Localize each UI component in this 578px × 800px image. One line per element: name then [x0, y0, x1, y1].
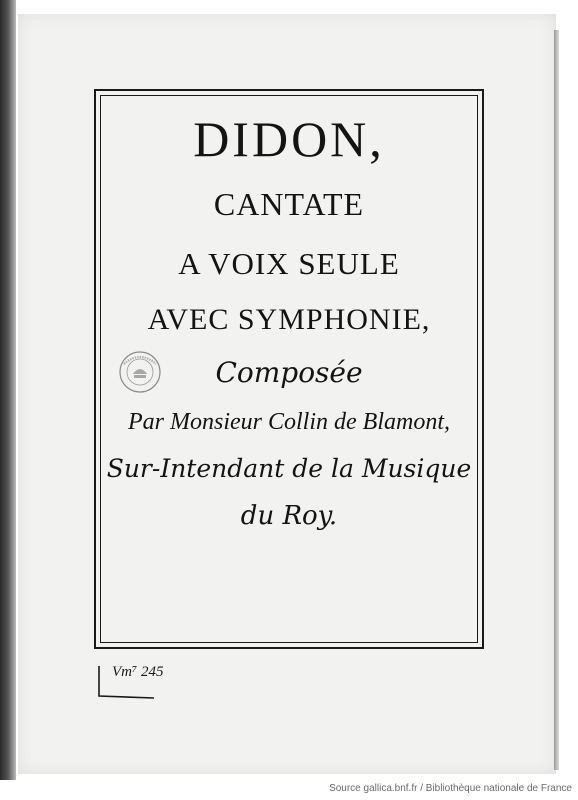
- binding-edge: [0, 0, 16, 800]
- title-didon: DIDON,: [193, 111, 385, 167]
- library-stamp-seal: [118, 350, 162, 394]
- paper-edge: [554, 30, 559, 770]
- subtitle-voix-seule: A VOIX SEULE: [178, 246, 400, 281]
- title-office-line: Sur-Intendant de la Musique: [106, 454, 472, 483]
- shelfmark: Vm⁷ 245: [112, 664, 164, 680]
- subtitle-cantate: CANTATE: [213, 186, 365, 222]
- du-roy-line: du Roy.: [240, 501, 338, 531]
- composer-line: Par Monsieur Collin de Blamont,: [128, 409, 450, 435]
- composee-line: Composée: [215, 356, 363, 389]
- subtitle-symphonie: AVEC SYMPHONIE,: [147, 303, 431, 336]
- source-credit: Source gallica.bnf.fr / Bibliothèque nationale de France: [329, 783, 572, 794]
